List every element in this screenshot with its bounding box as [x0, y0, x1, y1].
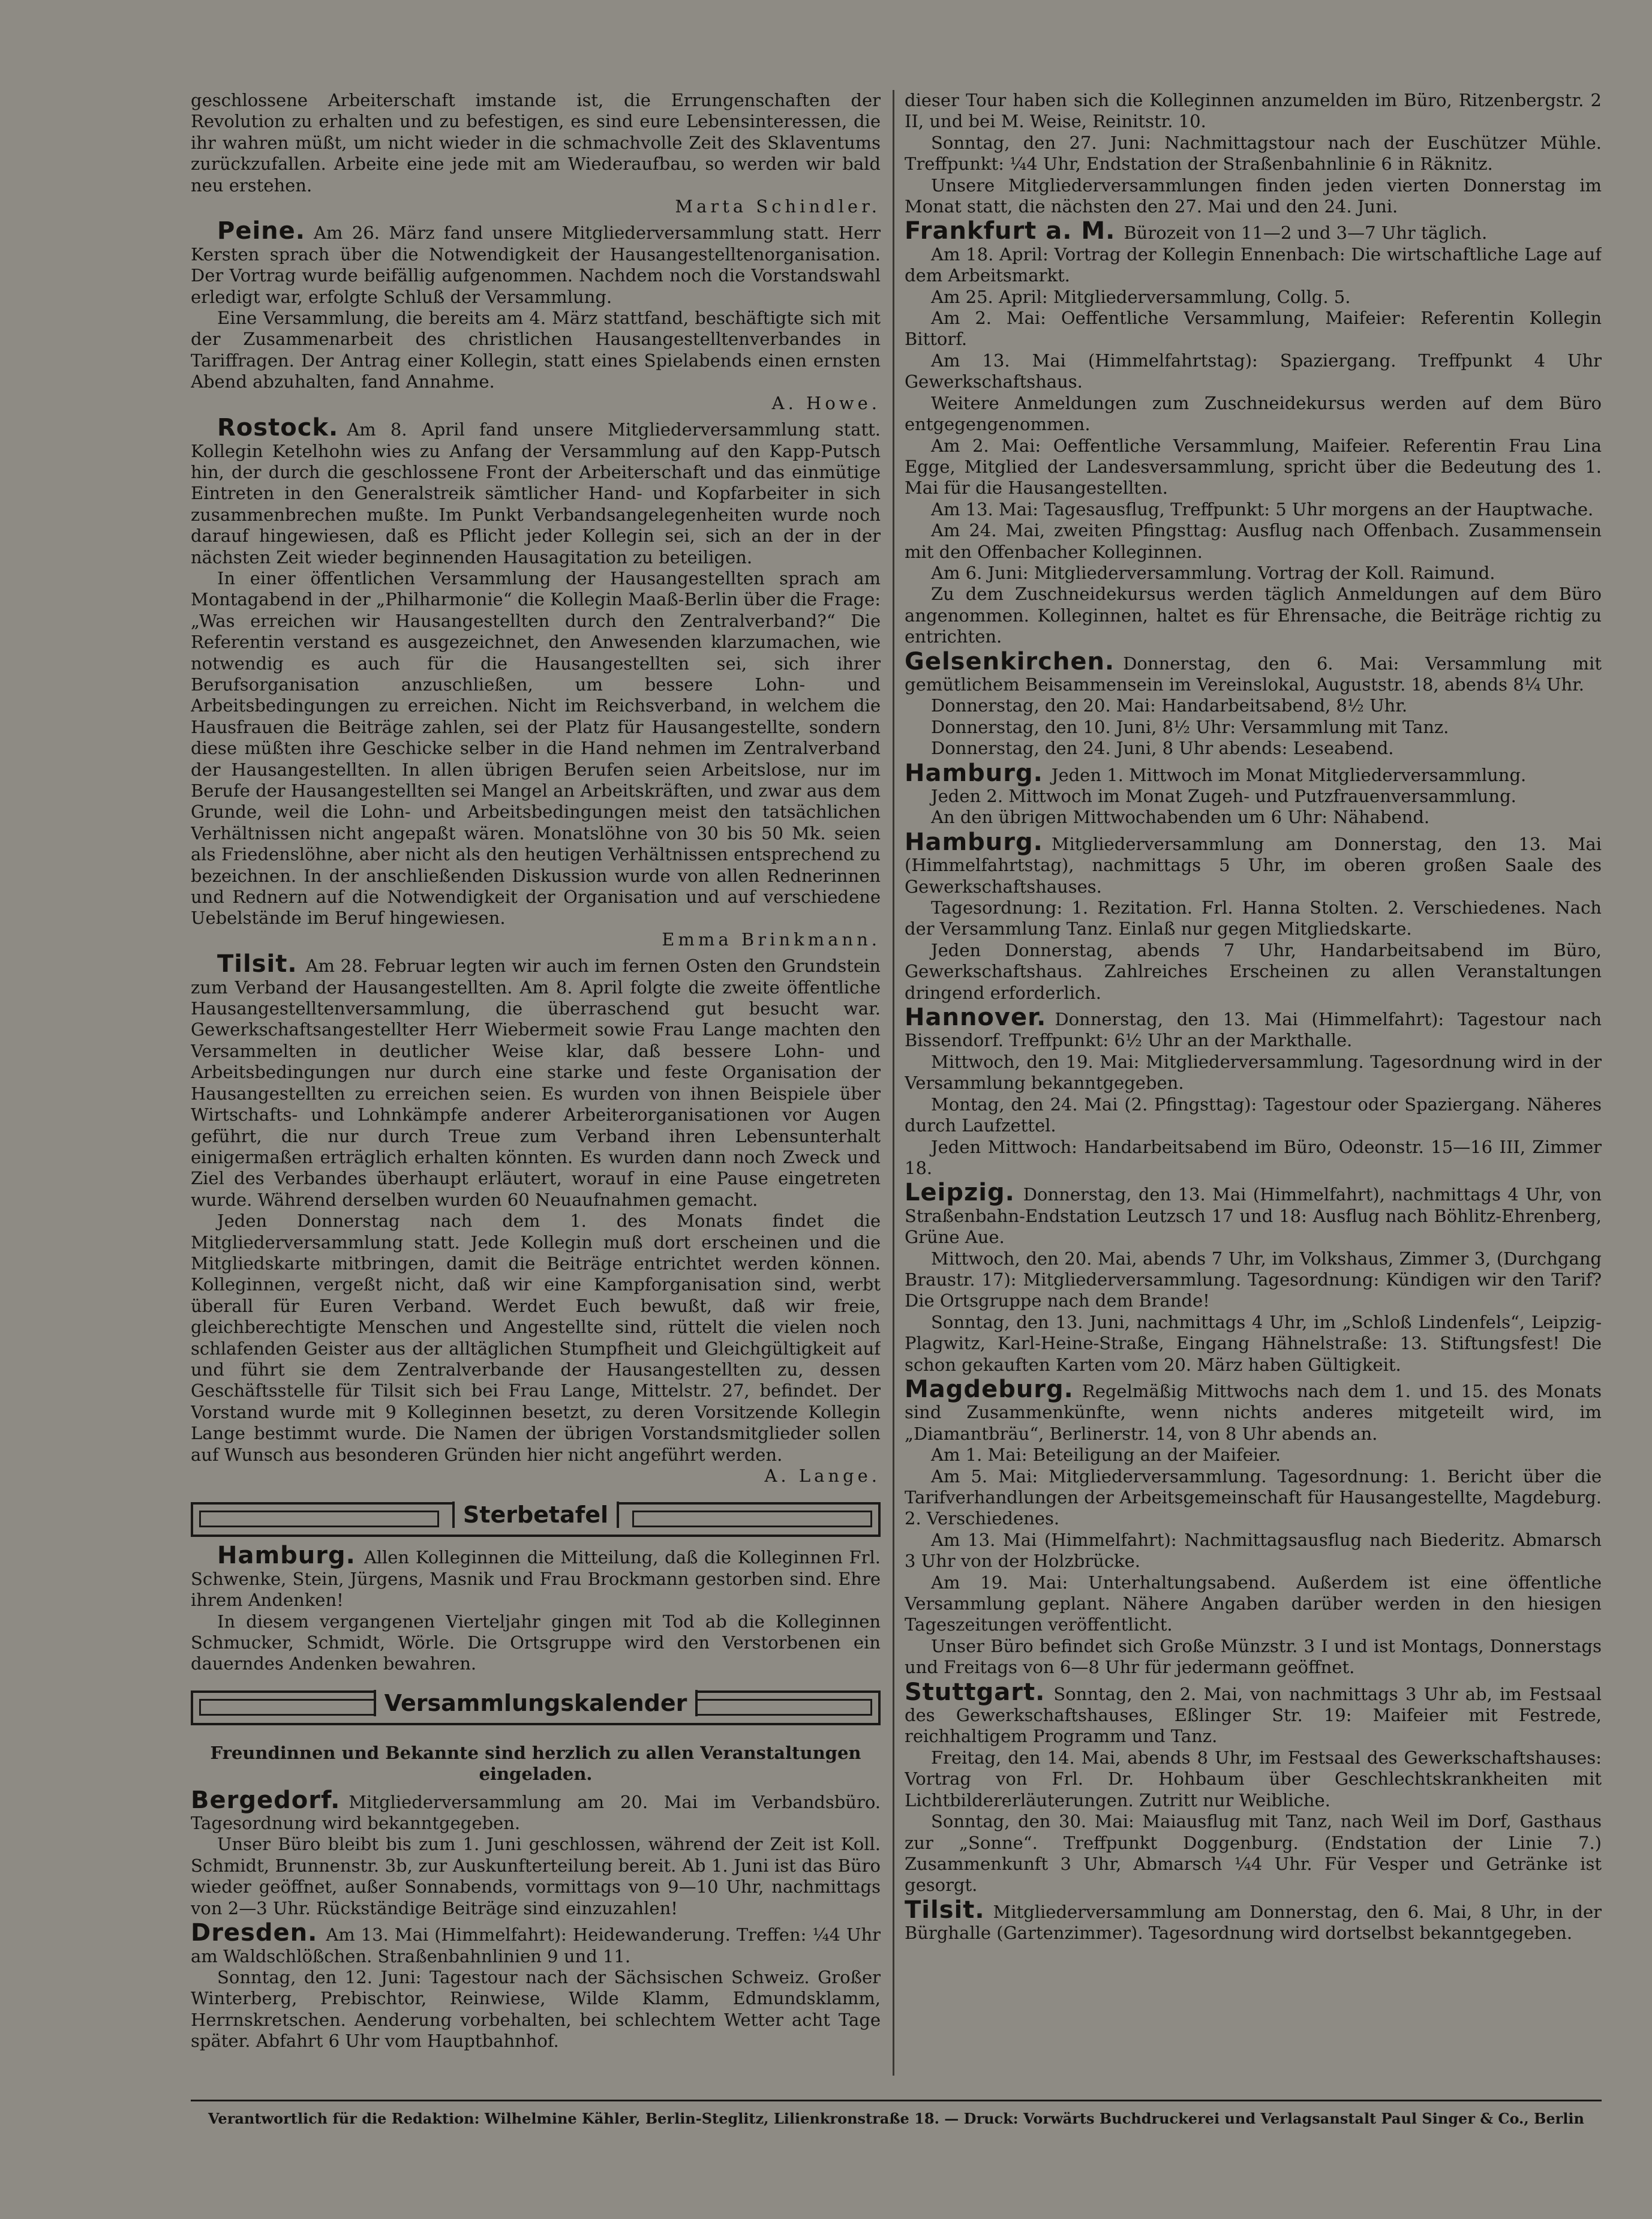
kalender-hamburg-2: Hamburg. Mitgliederversammlung am Donnerstag, den 13. Mai (Himmelfahrtstag), nachmittags 5 Uhr, im oberen großen Saale des Gewerkschaftshauses. Tagesordnung: 1. Rezitation. Frl. Hanna Stolten. 2. Verschiedenes. Nach der Versammlung Tanz. Einlaß nur gegen Mitgliedskarte. Jeden Donnerstag, abends 7 Uhr, Handarbeitsabend im Büro, Gewerkschaftshaus. Zahlreiches Erscheinen zu allen Veranstaltungen dringend erforderlich.: [905, 828, 1602, 1003]
section-title: Sterbetafel: [452, 1502, 619, 1528]
city-heading: Stuttgart.: [905, 1678, 1046, 1706]
kalender-stuttgart: Stuttgart. Sonntag, den 2. Mai, von nachmittags 3 Uhr ab, im Festsaal des Gewerkschaftshauses, Eßlinger Str. 19: Maifeier mit Festrede, reichhaltigem Programm und Tanz. Freitag, den 14. Mai, abends 8 Uhr, im Festsaal des Gewerkschaftshauses: Vortrag von Frl. Dr. Hohbaum über Geschlechtskrankheiten mit Lichtbildererläuterungen. Zutritt nur Weibliche. Sonntag, den 30. Mai: Maiausflug mit Tanz, nach Weil im Dorf, Gasthaus zur „Sonne“. Treffpunkt Doggenburg. (Endstation der Linie 7.) Zusammenkunft 3 Uhr, Abmarsch ¼4 Uhr. Für Vesper und Getränke ist gesorgt.: [905, 1678, 1602, 1896]
city-heading: Tilsit.: [905, 1896, 985, 1924]
signature: A. Lange.: [764, 1466, 881, 1486]
sterbetafel-hamburg: Hamburg. Allen Kolleginnen die Mitteilung, daß die Kolleginnen Frl. Schwenke, Stein, Jürgens, Masnik und Frau Brockmann gestorben sind. Ehre ihrem Andenken! In diesem vergangenen Vierteljahr gingen mit Tod ab die Kolleginnen Schmucker, Schmidt, Wörle. Die Ortsgruppe wird den Verstorbenen ein dauerndes Andenken bewahren.: [191, 1542, 881, 1674]
kalender-dresden: Dresden. Am 13. Mai (Himmelfahrt): Heidewanderung. Treffen: ¼4 Uhr am Waldschlößchen. Straßenbahnlinien 9 und 11. Sonntag, den 12. Juni: Tagestour nach der Sächsischen Schweiz. Großer Winterberg, Prebischtor, Reinwiese, Wilde Klamm, Edmundsklamm, Herrnskretschen. Aenderung vorbehalten, bei schlechtem Wetter acht Tage später. Abfahrt 6 Uhr vom Hauptbahnhof.: [191, 1919, 881, 2052]
kalender-bergedorf: Bergedorf. Mitgliederversammlung am 20. Mai im Verbandsbüro. Tagesordnung wird bekanntgegeben. Unser Büro bleibt bis zum 1. Juni geschlossen, während der Zeit ist Koll. Schmidt, Brunnenstr. 3b, zur Auskunfterteilung bereit. Ab 1. Juni ist das Büro wieder geöffnet, außer Sonnabends, vormittags von 9—10 Uhr, nachmittags von 2—3 Uhr. Rückständige Beiträge sind einzuzahlen!: [191, 1786, 881, 1918]
city-heading: Peine.: [217, 217, 305, 245]
kalender-tilsit: Tilsit. Mitgliederversammlung am Donnerstag, den 6. Mai, 8 Uhr, in der Bürghalle (Gartenzimmer). Tagesordnung wird dortselbst bekanntgegeben.: [905, 1896, 1602, 1944]
sterbetafel-header: [191, 1502, 881, 1537]
article-rostock: Rostock. Am 8. April fand unsere Mitgliederversammlung statt. Kollegin Ketelhohn wies zu Anfang der Versammlung auf den Kapp-Putsch hin, der durch die geschlossene Front der Arbeiterschaft und das einmütige Eintreten in den Generalstreik sämtlicher Hand- und Kopfarbeiter in sich zusammenbrechen mußte. Im Punkt Verbandsangelegenheiten wurde noch darauf hingewiesen, daß es Pflicht jeder Kollegin sei, sich an der in der nächsten Zeit wieder beginnenden Hausagitation zu beteiligen. In einer öffentlichen Versammlung der Hausangestellten sprach am Montagabend in der „Philharmonie“ die Kollegin Maaß-Berlin über die Frage: „Was erreichen wir Hausangestellten durch den Zentralverband?“ Die Referentin verstand es ausgezeichnet, den Anwesenden klarzumachen, wie notwendig es auch für die Hausangestellten sei, sich ihrer Berufsorganisation anzuschließen, um bessere Lohn- und Arbeitsbedingungen zu erreichen. Nicht im Reichsverband, in welchem die Hausfrauen die Beiträge zahlen, sei der Platz für Hausangestellte, sondern diese müßten ihre Geschicke selber in die Hand nehmen im Zentralverband der Hausangestellten. In allen übrigen Berufen seien Arbeitslose, nur im Berufe der Hausangestellten sei Mangel an Arbeitskräften, und zwar aus dem Grunde, weil die Lohn- und Arbeitsbedingungen meist den tatsächlichen Verhältnissen nicht angepaßt wären. Monatslöhne von 30 bis 50 Mk. seien als Friedenslöhne, aber nicht als den heutigen Verhältnissen entsprechend zu bezeichnen. In der anschließenden Diskussion wurde von allen Rednerinnen und Rednern auf die Notwendigkeit der Organisation und auf verschiedene Uebelstände im Beruf hingewiesen. Emma Brinkmann.: [191, 414, 881, 950]
kalender-hamburg-1: Hamburg. Jeden 1. Mittwoch im Monat Mitgliederversammlung. Jeden 2. Mittwoch im Monat Zugeh- und Putzfrauenversammlung. An den übrigen Mittwochabenden um 6 Uhr: Nähabend.: [905, 759, 1527, 828]
city-heading: Rostock.: [217, 414, 339, 442]
section-subtitle: Freundinnen und Bekannte sind herzlich zu allen Veranstaltungen eingeladen.: [210, 1742, 861, 1785]
kalender-frankfurt: Frankfurt a. M. Bürozeit von 11—2 und 3—7 Uhr täglich. Am 18. April: Vortrag der Kollegin Ennenbach: Die wirtschaftliche Lage auf dem Arbeitsmarkt. Am 25. April: Mitgliederversammlung, Collg. 5. Am 2. Mai: Oeffentliche Versammlung, Maifeier: Referentin Kollegin Bittorf. Am 13. Mai (Himmelfahrtstag): Spaziergang. Treffpunkt 4 Uhr Gewerkschaftshaus. Weitere Anmeldungen zum Zuschneidekursus werden auf dem Büro entgegengenommen. Am 2. Mai: Oeffentliche Versammlung, Maifeier. Referentin Frau Lina Egge, Mitglied der Landesversammlung, spricht über die Bedeutung des 1. Mai für die Hausangestellten. Am 13. Mai: Tagesausflug, Treffpunkt: 5 Uhr morgens an der Hauptwache. Am 24. Mai, zweiten Pfingsttag: Ausflug nach Offenbach. Zusammensein mit den Offenbacher Kolleginnen. Am 6. Juni: Mitgliederversammlung. Vortrag der Koll. Raimund. Zu dem Zuschneidekursus werden täglich Anmeldungen auf dem Büro angenommen. Kolleginnen, haltet es für Ehrensache, die Beiträge richtig zu entrichten.: [905, 217, 1602, 647]
right-column: [905, 90, 1602, 2070]
section-title: Versammlungskalender: [374, 1690, 698, 1716]
kalender-magdeburg: Magdeburg. Regelmäßig Mittwochs nach dem 1. und 15. des Monats sind Zusammenkünfte, wenn nichts anderes mitgeteilt wird, im „Diamantbräu“, Berlinerstr. 14, von 8 Uhr abends an. Am 1. Mai: Beteiligung an der Maifeier. Am 5. Mai: Mitgliederversammlung. Tagesordnung: 1. Bericht über die Tarifverhandlungen der Arbeitsgemeinschaft für Hausangestellte, Magdeburg. 2. Verschiedenes. Am 13. Mai (Himmelfahrt): Nachmittagsausflug nach Biederitz. Abmarsch 3 Uhr von der Holzbrücke. Am 19. Mai: Unterhaltungsabend. Außerdem ist eine öffentliche Versammlung geplant. Nähere Angaben darüber werden in den hiesigen Tageszeitungen veröffentlicht. Unser Büro befindet sich Große Münzstr. 3 I und ist Montags, Donnerstags und Freitags von 6—8 Uhr für jedermann geöffnet.: [905, 1375, 1602, 1678]
article-tilsit: Tilsit. Am 28. Februar legten wir auch im fernen Osten den Grundstein zum Verband der Hausangestellten. Am 8. April folgte die zweite öffentliche Hausangestelltenversammlung, die überraschend gut besucht war. Gewerkschaftsangestellter Herr Wiebermeit sowie Frau Lange machten den Versammelten in deutlicher Weise klar, daß bessere Lohn- und Arbeitsbedingungen nur durch eine starke und feste Organisation der Hausangestellten zu erreichen seien. Es wurden von ihnen Beispiele über Wirtschafts- und Lohnkämpfe anderer Arbeiterorganisationen vor Augen geführt, die nur durch Treue zum Verband ihren Lebensunterhalt einigermaßen erträglich erhalten könnten. Es wurden dann noch Zweck und Ziel des Verbandes überhaupt erläutert, worauf in eine Pause eingetreten wurde. Während derselben wurden 60 Neuaufnahmen gemacht. Jeden Donnerstag nach dem 1. des Monats findet die Mitgliederversammlung statt. Jede Kollegin muß dort erscheinen und die Mitgliedskarte mitbringen, damit die Beiträge entrichtet werden können. Kolleginnen, vergeßt nicht, daß wir eine Kampforganisation sind, werbt überall für Euren Verband. Werdet Euch bewußt, daß wir freie, gleichberechtigte Menschen und Angestellte sind, rüttelt die vielen noch schlafenden Geister aus der alltäglichen Stumpfheit und Gleichgültigkeit auf und führt sie dem Zentralverbande der Hausangestellten zu, dessen Geschäftsstelle für Tilsit sich bei Frau Lange, Mittelstr. 27, befindet. Der Vorstand wurde mit 9 Kolleginnen besetzt, zu deren Vorsitzende Kollegin Lange bestimmt wurde. Die Namen der übrigen Vorstandsmitglieder sollen auf Wunsch aus besonderen Gründen hier nicht angeführt werden. A. Lange.: [191, 950, 881, 1486]
city-heading: Magdeburg.: [905, 1375, 1074, 1403]
city-heading: Hamburg.: [217, 1542, 356, 1570]
city-heading: Dresden.: [191, 1919, 318, 1947]
city-heading: Bergedorf.: [191, 1786, 341, 1814]
city-heading: Leipzig.: [905, 1179, 1015, 1207]
kalender-hannover: Hannover. Donnerstag, den 13. Mai (Himmelfahrt): Tagestour nach Bissendorf. Treffpunkt: 6½ Uhr an der Markthalle. Mittwoch, den 19. Mai: Mitgliederversammlung. Tagesordnung wird in der Versammlung bekanntgegeben. Montag, den 24. Mai (2. Pfingsttag): Tagestour oder Spaziergang. Näheres durch Laufzettel. Jeden Mittwoch: Handarbeitsabend im Büro, Odeonstr. 15—16 III, Zimmer 18.: [905, 1004, 1602, 1178]
signature: Marta Schindler.: [675, 196, 881, 217]
city-heading: Gelsenkirchen.: [905, 647, 1115, 675]
column-divider: [893, 90, 894, 2076]
left-column: [191, 90, 881, 2070]
city-heading: Frankfurt a. M.: [905, 217, 1116, 245]
signature: Emma Brinkmann.: [662, 929, 881, 950]
imprint-footer: Verantwortlich für die Redaktion: Wilhelmine Kähler, Berlin-Steglitz, Lilienkronstraße 18. — Druck: Vorwärts Buchdruckerei und Verlagsanstalt Paul Singer & Co., Berlin: [191, 2100, 1602, 2127]
city-heading: Hamburg.: [905, 828, 1043, 856]
city-heading: Hannover.: [905, 1004, 1047, 1032]
city-heading: Hamburg.: [905, 759, 1043, 787]
article-intro: geschlossene Arbeiterschaft imstande ist, die Errungenschaften der Revolution zu erhalten und zu befestigen, es sind eure Lebensinteressen, die ihr wahren müßt, um nicht wieder in die schmachvolle Zeit des Sklaventums zurückzufallen. Arbeite eine jede mit am Wiederaufbau, so werden wir bald neu erstehen. Marta Schindler.: [191, 90, 881, 217]
kalender-dresden-cont: dieser Tour haben sich die Kolleginnen anzumelden im Büro, Ritzenbergstr. 2 II, und bei M. Weise, Reinitstr. 10. Sonntag, den 27. Juni: Nachmittagstour nach der Euschützer Mühle. Treffpunkt: ¼4 Uhr, Endstation der Straßenbahnlinie 6 in Räknitz. Unsere Mitgliederversammlungen finden jeden vierten Donnerstag im Monat statt, die nächsten den 27. Mai und den 24. Juni.: [905, 90, 1602, 217]
kalender-leipzig: Leipzig. Donnerstag, den 13. Mai (Himmelfahrt), nachmittags 4 Uhr, von Straßenbahn-Endstation Leutzsch 17 und 18: Ausflug nach Böhlitz-Ehrenberg, Grüne Aue. Mittwoch, den 20. Mai, abends 7 Uhr, im Volkshaus, Zimmer 3, (Durchgang Braustr. 17): Mitgliederversammlung. Tagesordnung: Kündigen wir den Tarif? Die Ortsgruppe nach dem Brande! Sonntag, den 13. Juni, nachmittags 4 Uhr, im „Schloß Lindenfels“, Leipzig-Plagwitz, Karl-Heine-Straße, Eingang Hähnelstraße: 13. Stiftungsfest! Die schon gekauften Karten vom 20. März haben Gültigkeit.: [905, 1179, 1602, 1375]
signature: A. Howe.: [771, 392, 881, 413]
city-heading: Tilsit.: [217, 950, 298, 978]
versammlungskalender-header: [191, 1690, 881, 1725]
article-peine: Peine. Am 26. März fand unsere Mitgliederversammlung statt. Herr Kersten sprach über die Notwendigkeit der Hausangestelltenorganisation. Der Vortrag wurde beifällig aufgenommen. Nachdem noch die Vorstandswahl erledigt war, erfolgte Schluß der Versammlung. Eine Versammlung, die bereits am 4. März stattfand, beschäftigte sich mit der Zusammenarbeit des christlichen Hausangestelltenverbandes in Tariffragen. Der Antrag einer Kollegin, statt eines Spielabends einen ernsten Abend abzuhalten, fand Annahme. A. Howe.: [191, 217, 881, 413]
kalender-gelsenkirchen: Gelsenkirchen. Donnerstag, den 6. Mai: Versammlung mit gemütlichem Beisammensein im Vereinslokal, Auguststr. 18, abends 8¼ Uhr. Donnerstag, den 20. Mai: Handarbeitsabend, 8½ Uhr. Donnerstag, den 10. Juni, 8½ Uhr: Versammlung mit Tanz. Donnerstag, den 24. Juni, 8 Uhr abends: Leseabend.: [905, 647, 1602, 759]
